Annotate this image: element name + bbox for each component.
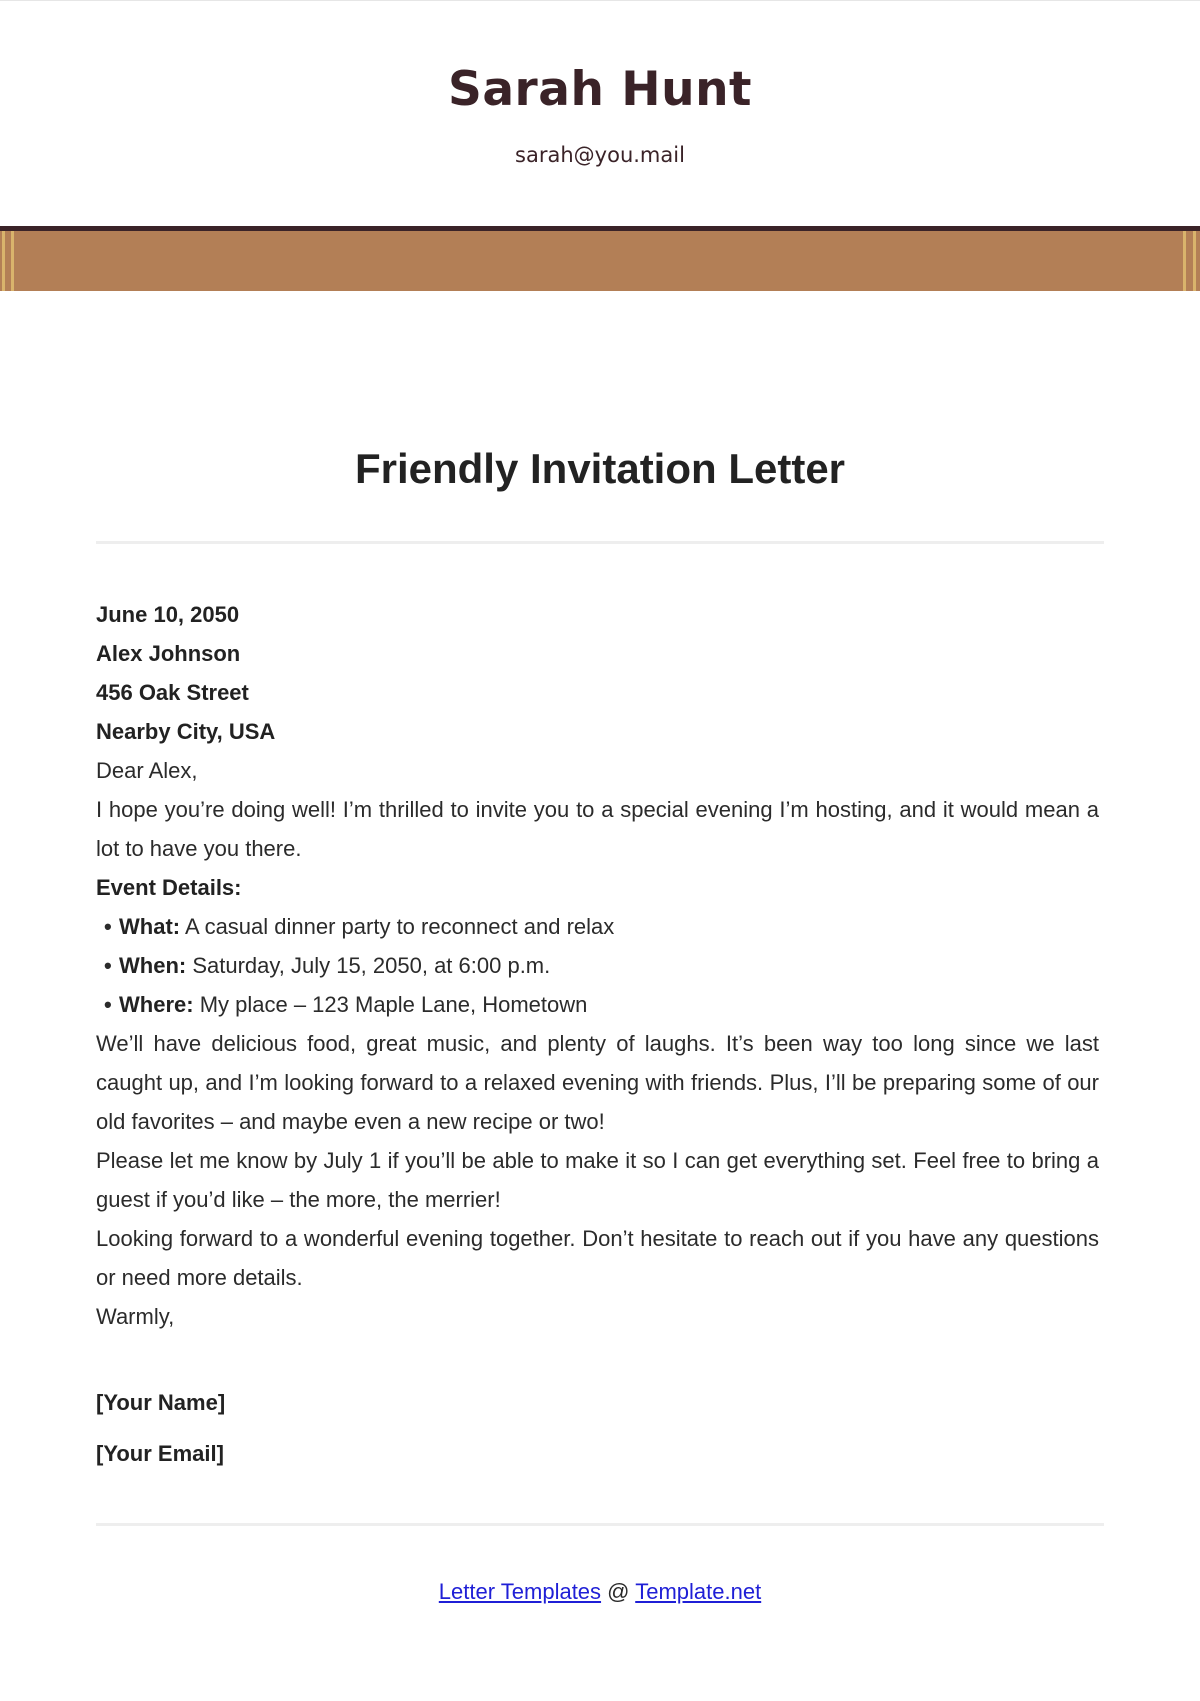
list-item (104, 985, 1099, 1024)
band-stripe-left-2 (11, 231, 14, 291)
letter-date: June 10, 2050 (96, 602, 240, 627)
recipient-street: 456 Oak Street (96, 680, 249, 705)
detail-label-where: Where: (119, 992, 194, 1017)
template-net-link[interactable]: Template.net (635, 1579, 762, 1604)
document-title: Friendly Invitation Letter (354, 445, 846, 492)
band-stripe-right-1 (1183, 231, 1186, 291)
detail-label-what: What: (119, 914, 181, 939)
band-stripe-right-2 (1193, 231, 1196, 291)
signoff: Warmly, (96, 1304, 175, 1329)
sender-email: sarah@you.mail (515, 143, 685, 167)
footer-separator: @ (601, 1579, 636, 1604)
signature-name: [Your Name] (96, 1390, 226, 1415)
letter-templates-link[interactable]: Letter Templates (438, 1579, 602, 1604)
recipient-city: Nearby City, USA (96, 719, 276, 744)
divider-bottom (96, 1523, 1104, 1526)
detail-value-what: A casual dinner party to reconnect and relax (185, 914, 615, 939)
top-rule (0, 0, 1200, 1)
band-stripe-left-1 (2, 231, 5, 291)
signature-email: [Your Email] (96, 1441, 224, 1466)
salutation: Dear Alex, (96, 758, 198, 783)
food-paragraph: We’ll have delicious food, great music, and plenty of laughs. It’s been way too long since we last caught up, and I’m looking forward to a relaxed evening with friends. Plus, I’ll be preparing some of our old favorites – and maybe even a new recipe or two! (96, 1031, 1099, 1134)
event-details-list (96, 907, 1099, 1024)
closing-paragraph: Looking forward to a wonderful evening together. Don’t hesitate to reach out if you have any questions or need more details. (96, 1226, 1099, 1290)
event-details-heading: Event Details: (96, 875, 242, 900)
list-item (104, 907, 1099, 946)
detail-value-where: My place – 123 Maple Lane, Hometown (199, 992, 588, 1017)
signature-block (96, 1388, 225, 1490)
letter-body (96, 595, 1099, 1336)
rsvp-paragraph: Please let me know by July 1 if you’ll be able to make it so I can get everything set. Feel free to bring a guest if you’d like – the more, the merrier! (96, 1148, 1099, 1212)
detail-label-when: When: (119, 953, 187, 978)
list-item (104, 946, 1099, 985)
footer (0, 1579, 1200, 1605)
sender-name: Sarah Hunt (447, 62, 752, 117)
intro-paragraph: I hope you’re doing well! I’m thrilled to invite you to a special evening I’m hosting, and it would mean a lot to have you there. (96, 797, 1099, 861)
detail-value-when: Saturday, July 15, 2050, at 6:00 p.m. (192, 953, 551, 978)
recipient-name: Alex Johnson (96, 641, 241, 666)
header-band (0, 231, 1200, 291)
divider-top (96, 541, 1104, 544)
